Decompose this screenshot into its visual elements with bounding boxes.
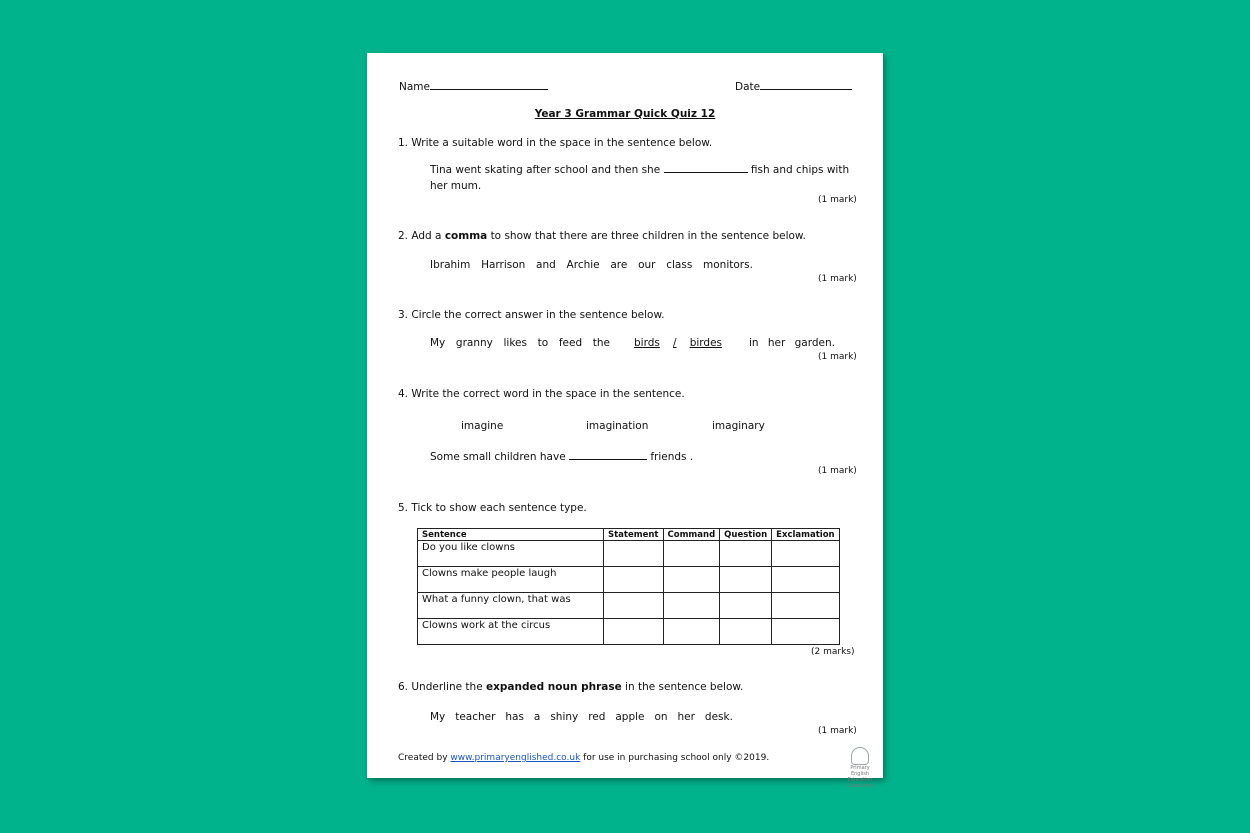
- q6-prompt-before: 6. Underline the: [398, 681, 483, 693]
- q2-prompt-bold: comma: [444, 230, 488, 242]
- q2-word: our: [638, 259, 656, 271]
- col-exclamation: Exclamation: [772, 529, 839, 541]
- table-row: [418, 619, 840, 645]
- q6-word: has: [505, 711, 524, 723]
- q2-word: are: [610, 259, 628, 271]
- table-row: [418, 593, 840, 619]
- q3-sentence-start: [430, 337, 610, 349]
- sentence-type-table: [417, 528, 840, 645]
- q3-word: granny: [455, 337, 493, 349]
- tick-cell[interactable]: [720, 593, 772, 619]
- q2-marks: (1 mark): [818, 274, 857, 284]
- tick-cell[interactable]: [720, 619, 772, 645]
- q3-prompt: 3. Circle the correct answer in the sentence below.: [398, 309, 665, 321]
- q6-word: her: [677, 711, 695, 723]
- logo-line2: Education Consulting: [846, 777, 874, 789]
- q1-sentence-line1: [430, 164, 849, 176]
- name-label: Name: [399, 81, 430, 93]
- q1-answer-blank: [664, 172, 748, 173]
- q3-word: in: [749, 337, 759, 349]
- q6-word: teacher: [455, 711, 496, 723]
- tick-cell[interactable]: [772, 541, 839, 567]
- q6-marks: (1 mark): [818, 726, 857, 736]
- q6-word: red: [588, 711, 606, 723]
- q3-word: her: [767, 337, 786, 349]
- q2-prompt: [398, 230, 806, 242]
- q6-prompt-bold: expanded noun phrase: [486, 681, 622, 693]
- date-field: [735, 81, 852, 93]
- primary-english-logo: [843, 747, 877, 789]
- tick-cell[interactable]: [663, 541, 720, 567]
- quiz-title: Year 3 Grammar Quick Quiz 12: [534, 108, 716, 120]
- q3-choice-birds[interactable]: birds: [634, 337, 660, 349]
- logo-icon: [851, 747, 869, 765]
- row-sentence: Do you like clowns: [418, 541, 604, 567]
- table-row: [418, 541, 840, 567]
- q5-marks: (2 marks): [811, 647, 855, 657]
- date-blank: [760, 89, 852, 90]
- q4-answer-blank: [569, 459, 647, 460]
- q1-marks: (1 mark): [818, 195, 857, 205]
- q4-sentence: [430, 451, 693, 463]
- q6-word: shiny: [550, 711, 579, 723]
- q2-word: monitors.: [703, 259, 753, 271]
- date-label: Date: [735, 81, 761, 93]
- q3-word: feed: [558, 337, 583, 349]
- tick-cell[interactable]: [772, 593, 839, 619]
- q3-choice-birdes[interactable]: birdes: [689, 337, 722, 349]
- q3-word: garden.: [794, 337, 835, 349]
- q3-word: the: [592, 337, 610, 349]
- tick-cell[interactable]: [720, 541, 772, 567]
- q1-prompt: 1. Write a suitable word in the space in the sentence below.: [398, 137, 713, 149]
- q4-text-before: Some small children have: [430, 451, 566, 463]
- tick-cell[interactable]: [604, 593, 664, 619]
- q2-word: Harrison: [481, 259, 526, 271]
- col-sentence: Sentence: [418, 529, 604, 541]
- q6-word: My: [430, 711, 446, 723]
- q4-option-imagine: imagine: [461, 420, 504, 432]
- name-blank: [430, 89, 548, 90]
- tick-cell[interactable]: [663, 619, 720, 645]
- q2-word: and: [536, 259, 556, 271]
- tick-cell[interactable]: [772, 619, 839, 645]
- q2-word: Ibrahim: [430, 259, 471, 271]
- q6-word: apple: [615, 711, 645, 723]
- q3-choice-separator: /: [673, 337, 677, 349]
- row-sentence: What a funny clown, that was: [418, 593, 604, 619]
- q6-word: a: [533, 711, 541, 723]
- q2-word: class: [666, 259, 693, 271]
- q4-option-imaginary: imaginary: [712, 420, 765, 432]
- row-sentence: Clowns make people laugh: [418, 567, 604, 593]
- q3-marks: (1 mark): [818, 352, 857, 362]
- table-header-row: [418, 529, 840, 541]
- footer-website-link[interactable]: www.primaryenglished.co.uk: [450, 753, 581, 763]
- q6-prompt: [398, 681, 743, 693]
- q6-prompt-after: in the sentence below.: [625, 681, 744, 693]
- q4-text-after: friends .: [650, 451, 694, 463]
- tick-cell[interactable]: [604, 541, 664, 567]
- q2-prompt-before: 2. Add a: [398, 230, 442, 242]
- q3-answer-choice[interactable]: [634, 337, 722, 349]
- q3-word: to: [537, 337, 549, 349]
- tick-cell[interactable]: [720, 567, 772, 593]
- q3-word: My: [430, 337, 446, 349]
- logo-line1: Primary English: [850, 765, 870, 777]
- q5-prompt: 5. Tick to show each sentence type.: [398, 502, 587, 514]
- footer-text-after: for use in purchasing school only ©2019.: [583, 753, 770, 763]
- tick-cell[interactable]: [604, 619, 664, 645]
- q4-prompt: 4. Write the correct word in the space in the sentence.: [398, 388, 685, 400]
- row-sentence: Clowns work at the circus: [418, 619, 604, 645]
- tick-cell[interactable]: [663, 593, 720, 619]
- q3-word: likes: [503, 337, 527, 349]
- tick-cell[interactable]: [663, 567, 720, 593]
- name-field: [399, 81, 548, 93]
- q3-sentence-end: [749, 337, 835, 349]
- q4-marks: (1 mark): [818, 466, 857, 476]
- q2-word: Archie: [566, 259, 600, 271]
- q6-word: on: [654, 711, 668, 723]
- q2-sentence: [430, 259, 753, 271]
- col-question: Question: [720, 529, 772, 541]
- footer-text-before: Created by: [398, 753, 448, 763]
- col-statement: Statement: [604, 529, 664, 541]
- q6-word: desk.: [704, 711, 733, 723]
- q1-text-after: fish and chips with: [750, 164, 850, 176]
- q2-prompt-after: to show that there are three children in the sentence below.: [490, 230, 806, 242]
- q1-sentence-line2: her mum.: [430, 180, 482, 192]
- tick-cell[interactable]: [772, 567, 839, 593]
- col-command: Command: [663, 529, 720, 541]
- q1-text-before: Tina went skating after school and then she: [430, 164, 661, 176]
- footer-credit: [398, 753, 769, 763]
- tick-cell[interactable]: [604, 567, 664, 593]
- q6-sentence: [430, 711, 733, 723]
- table-row: [418, 567, 840, 593]
- worksheet-page: [367, 53, 883, 789]
- q4-option-imagination: imagination: [586, 420, 649, 432]
